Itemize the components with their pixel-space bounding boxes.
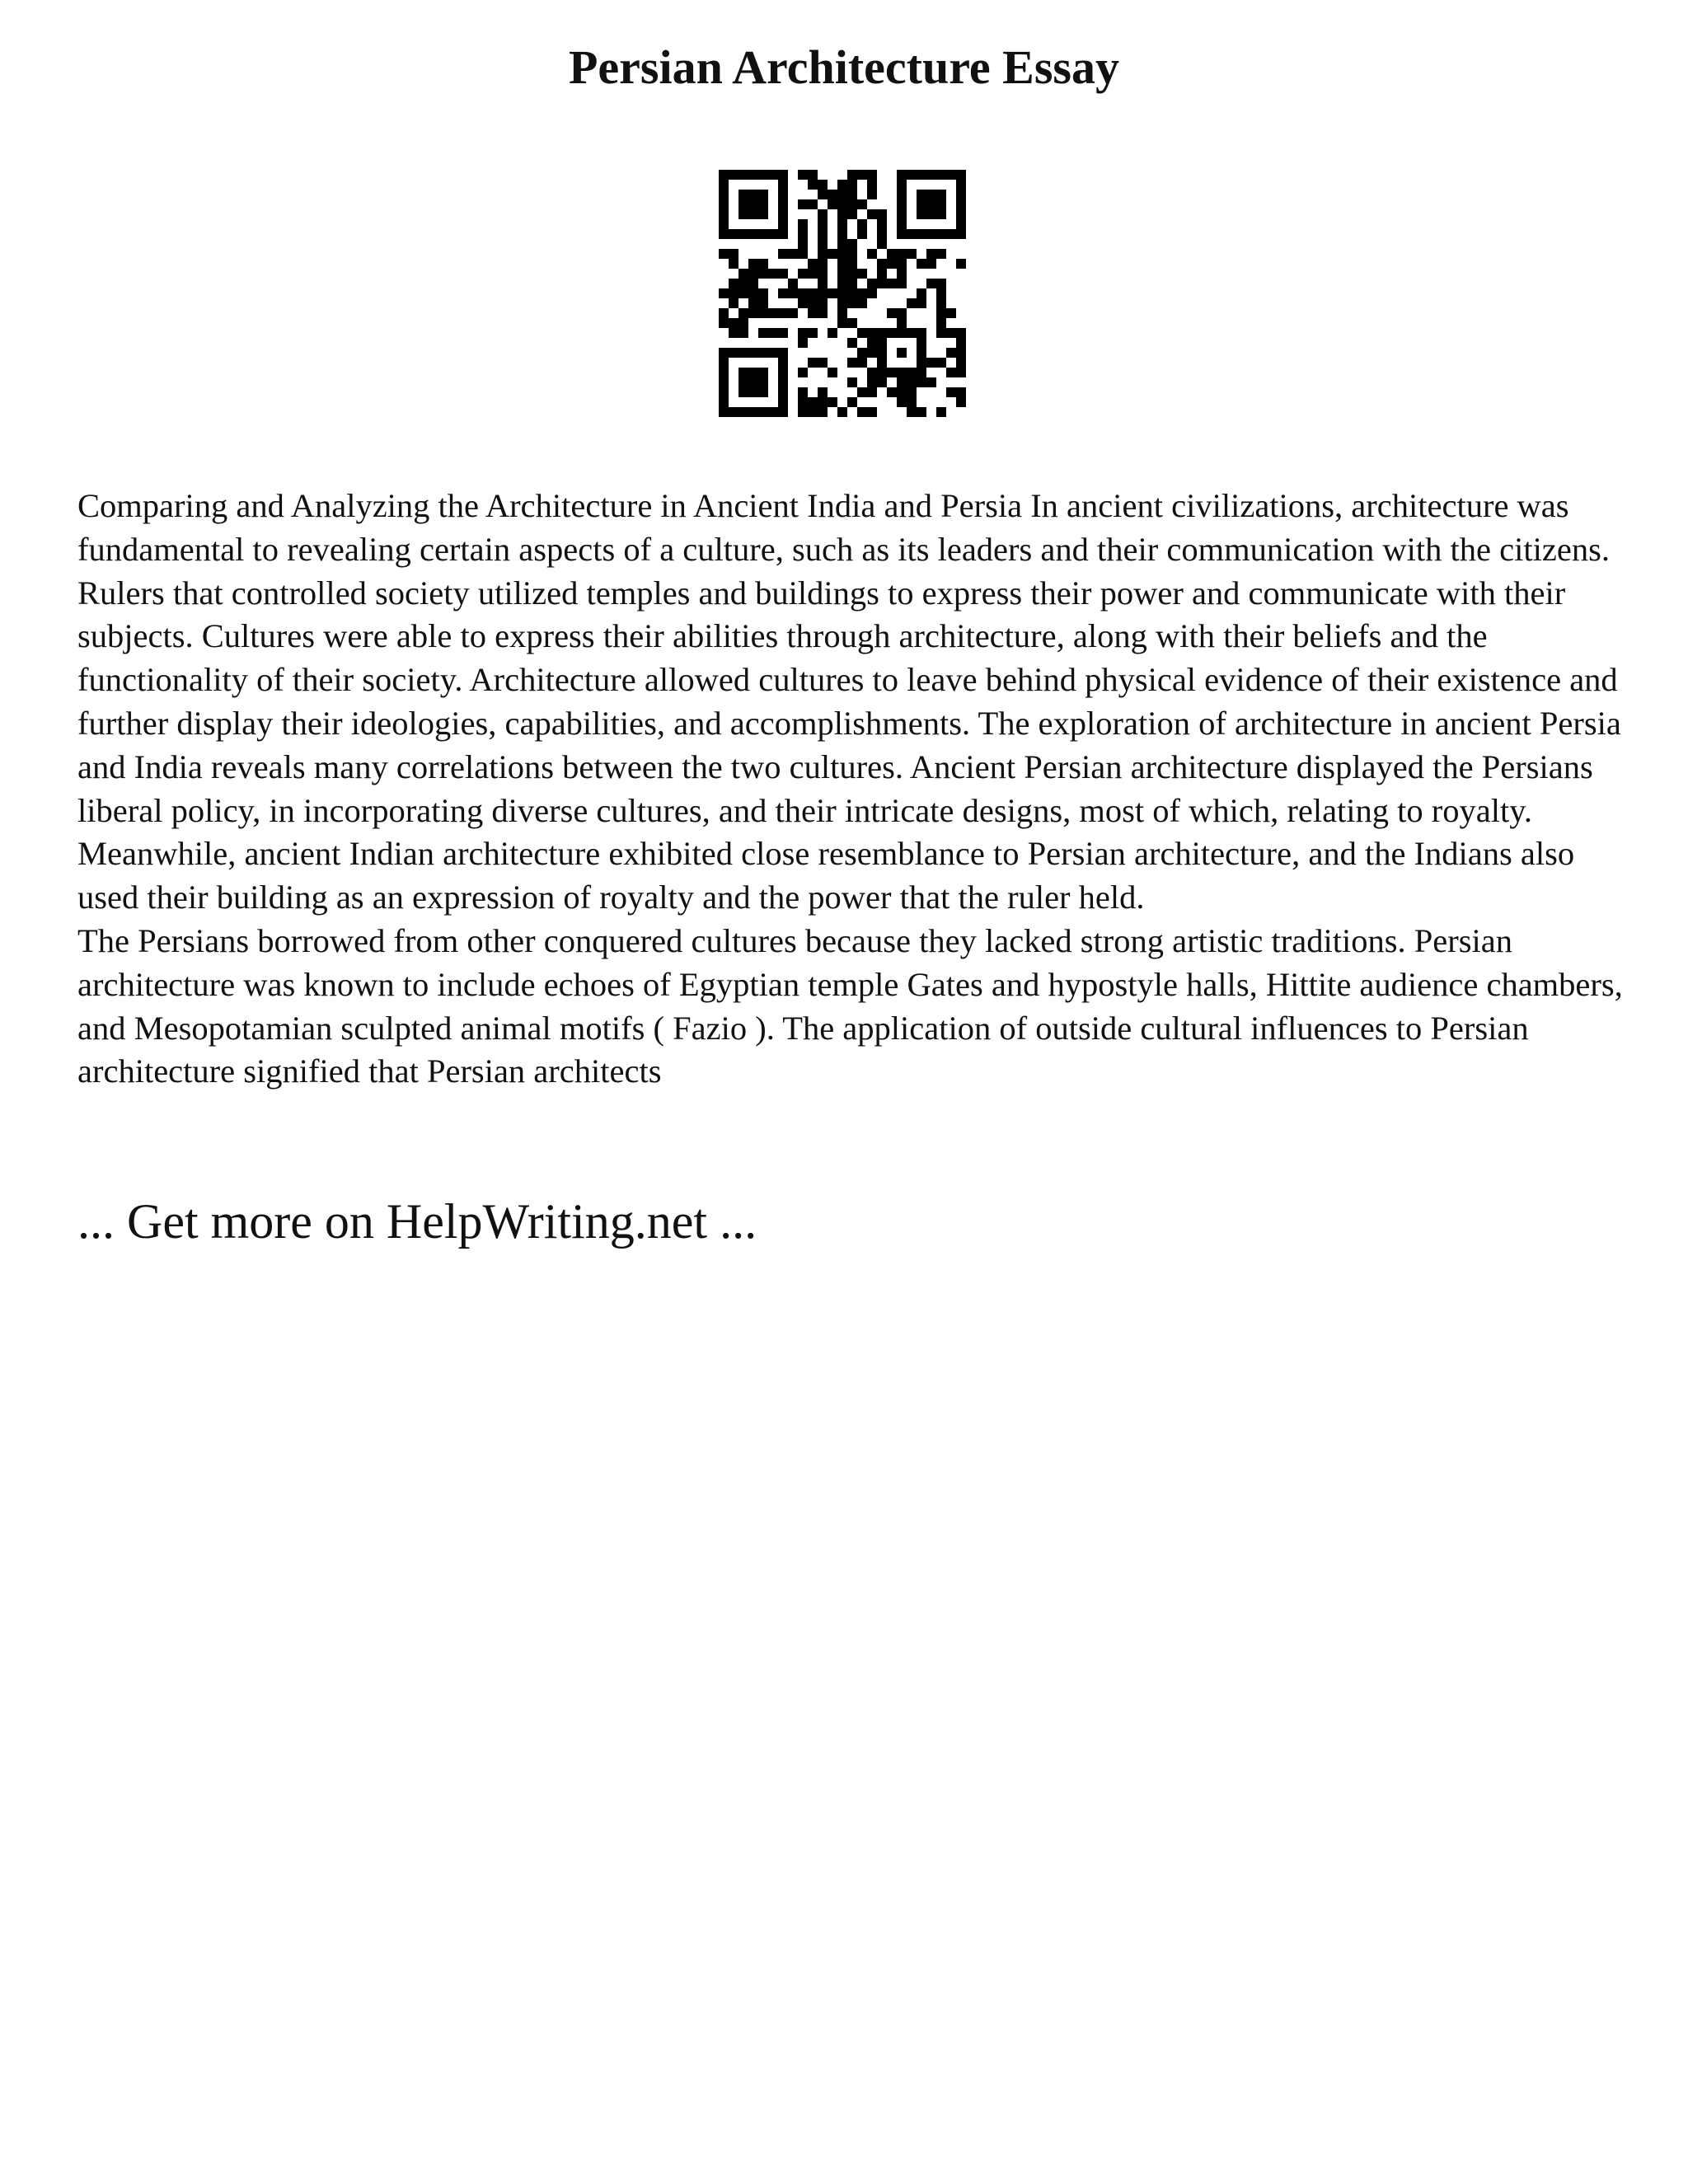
get-more-link[interactable]: ... Get more on HelpWriting.net ... — [77, 1194, 757, 1249]
essay-body — [77, 485, 1627, 1094]
essay-paragraph-1: Comparing and Analyzing the Architecture in Ancient India and Persia In ancient civilizations, architecture was fundamental to revealing certain aspects of a culture, such as its leaders and their communication with the citizens. Rulers that controlled society utilized temples and buildings to express their power and communicate with their subjects. Cultures were able to express their abilities through architecture, along with their beliefs and the functionality of their society. Architecture allowed cultures to leave behind physical evidence of their existence and further display their ideologies, capabilities, and accomplishments. The exploration of architecture in ancient Persia and India reveals many correlations between the two cultures. Ancient Persian architecture displayed the Persians liberal policy, in incorporating diverse cultures, and their intricate designs, most of which, relating to royalty. Meanwhile, ancient Indian architecture exhibited close resemblance to Persian architecture, and the Indians also used their building as an expression of royalty and the power that the ruler held. — [77, 487, 1621, 916]
qr-code-icon — [719, 170, 966, 417]
page-title: Persian Architecture Essay — [569, 40, 1119, 94]
essay-paragraph-2: The Persians borrowed from other conquered cultures because they lacked strong artistic traditions. Persian architecture was known to include echoes of Egyptian temple Gates and hypostyle halls, Hittite audience chambers, and Mesopotamian sculpted animal motifs ( Fazio ). The application of outside cultural influences to Persian architecture signified that Persian architects — [77, 921, 1623, 1090]
